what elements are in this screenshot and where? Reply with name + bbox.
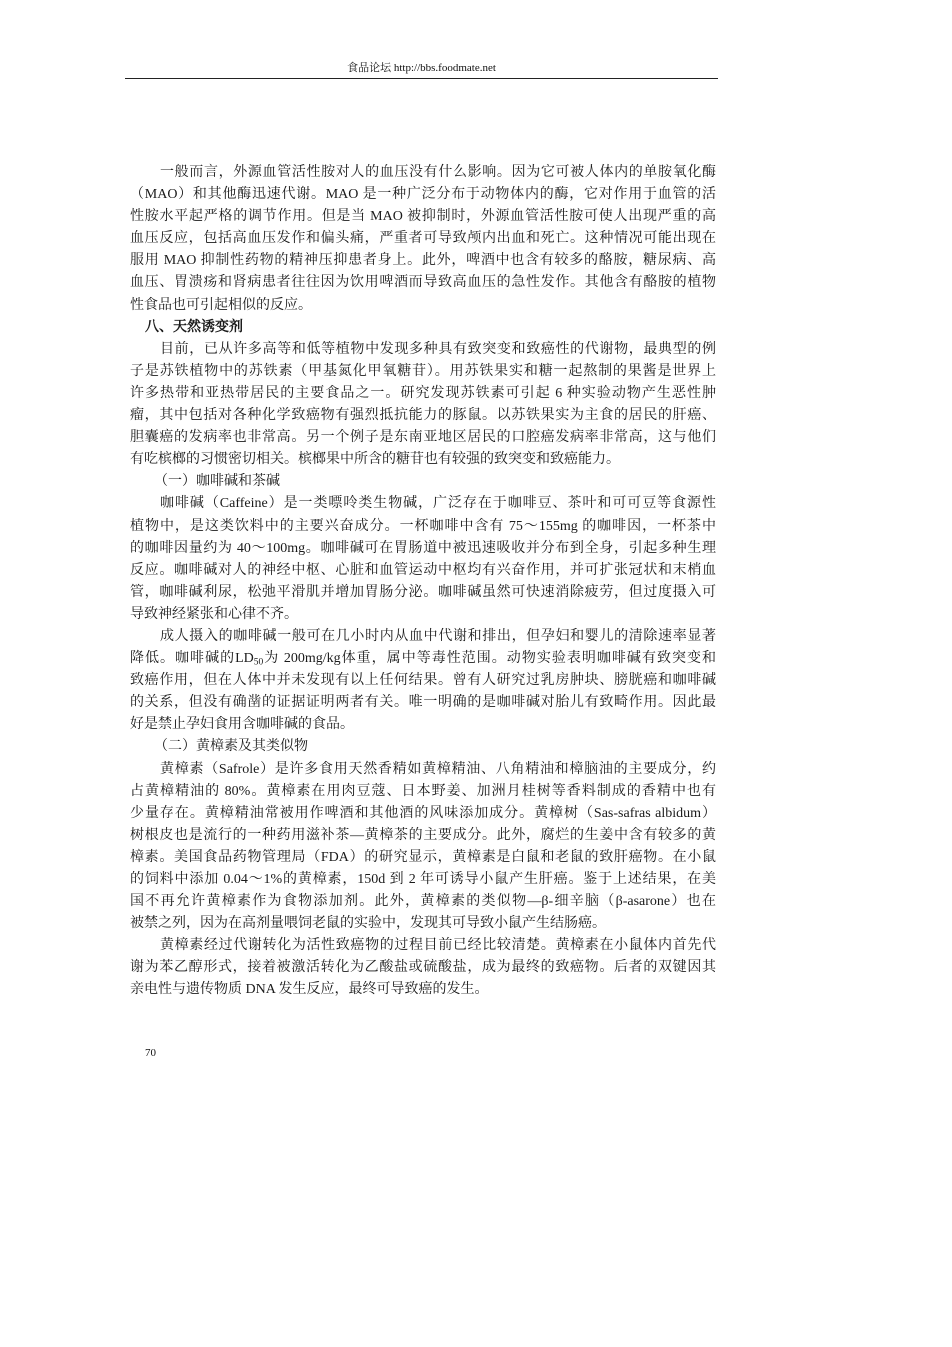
paragraph-6: [130, 935, 716, 1001]
paragraph-line: 成人摄入的咖啡碱一般可在几小时内从血中代谢和排出，但孕妇和婴儿的清除速率显著: [160, 628, 716, 644]
paragraph-line: 的咖啡因量约为 40～100mg。咖啡碱可在胃肠道中被迅速吸收并分布到全身，引起多种生理: [130, 540, 716, 556]
paragraph-line: 黄樟素（Safrole）是许多食用天然香精如黄樟精油、八角精油和樟脑油的主要成分，约: [160, 761, 716, 777]
paragraph-line: 一般而言，外源血管活性胺对人的血压没有什么影响。因为它可被人体内的单胺氧化酶: [160, 165, 716, 180]
section-heading: 八、天然诱变剂: [145, 319, 243, 335]
paragraph-line: 目前，已从许多高等和低等植物中发现多种具有致突变和致癌性的代谢物，最典型的例: [160, 341, 716, 357]
paragraph-line: 性食品也可引起相似的反应。: [130, 297, 312, 313]
paragraph-line: 导致神经紧张和心律不齐。: [130, 606, 298, 622]
text-run: 降低。咖啡碱的LD: [130, 651, 254, 667]
subscript: 50: [253, 657, 264, 668]
paragraph-line: 咖啡碱（Caffeine）是一类嘌呤类生物碱，广泛存在于咖啡豆、茶叶和可可豆等食源性: [160, 496, 716, 512]
paragraph-line: 树根皮也是流行的一种药用滋补茶—黄樟茶的主要成分。此外，腐烂的生姜中含有较多的黄: [130, 827, 716, 843]
header-rule: [125, 78, 718, 79]
paragraph-2: [130, 339, 716, 472]
paragraph-line: 被禁之列，因为在高剂量喂饲老鼠的实验中，发现其可导致小鼠产生结肠癌。: [130, 916, 606, 932]
page-number: 70: [145, 1047, 156, 1059]
text-run: 为 200mg/kg体重，属中等毒性范围。动物实验表明咖啡碱有致突变和: [263, 651, 716, 667]
paragraph-line: 黄樟素经过代谢转化为活性致癌物的过程目前已经比较清楚。黄樟素在小鼠体内首先代: [160, 938, 716, 954]
paragraph-line: 国不再允许黄樟素作为食物添加剂。此外，黄樟素的类似物—β-细辛脑（β-asarone）也在: [130, 894, 716, 910]
paragraph-line: 胆囊癌的发病率也非常高。另一个例子是东南亚地区居民的口腔癌发病率非常高，这与他们: [130, 430, 716, 446]
paragraph-line: 少量存在。黄樟精油常被用作啤酒和其他酒的风味添加成分。黄樟树（Sas-safras albidum）: [130, 805, 716, 821]
subsection-heading: （二）黄樟素及其类似物: [154, 739, 308, 755]
paragraph-line: 占黄樟精油的 80%。黄樟素在用肉豆蔻、日本野姜、加洲月桂树等香料制成的香精中也有: [130, 783, 716, 799]
paragraph-line: 植物中，是这类饮料中的主要兴奋成分。一杯咖啡中含有 75～155mg 的咖啡因，一杯茶中: [130, 518, 716, 534]
paragraph-line: 许多热带和亚热带居民的主要食品之一。研究发现苏铁素可引起 6 种实验动物产生恶性肿: [130, 385, 716, 401]
paragraph-line: 服用 MAO 抑制性药物的精神压抑患者身上。此外，啤酒中也含有较多的酪胺，糖尿病、高: [130, 253, 716, 269]
paragraph-line: 谢为苯乙醇形式，接着被激活转化为乙酸盐或硫酸盐，成为最终的致癌物。后者的双键因其: [130, 960, 716, 976]
paragraph-line: 反应。咖啡碱对人的神经中枢、心脏和血管运动中枢均有兴奋作用，并可扩张冠状和末梢血: [130, 562, 716, 578]
running-header: 食品论坛 http://bbs.foodmate.net: [347, 62, 496, 74]
subsection-heading: （一）咖啡碱和茶碱: [154, 474, 280, 490]
paragraph-5: [130, 759, 716, 936]
paragraph-line: 的饲料中添加 0.04～1%的黄樟素，150d 到 2 年可诱导小鼠产生肝癌。鉴于上述结果，在美: [130, 872, 716, 887]
paragraph-4: [130, 626, 716, 736]
paragraph-line: 子是苏铁植物中的苏铁素（甲基氮化甲氧糖苷）。用苏铁果实和糖一起熬制的果酱是世界上: [130, 363, 716, 379]
paragraph-line: 血压反应，包括高血压发作和偏头痛，严重者可导致颅内出血和死亡。这种情况可能出现在: [130, 231, 716, 247]
paragraph-line: 樟素。美国食品药物管理局（FDA）的研究显示，黄樟素是白鼠和老鼠的致肝癌物。在小鼠: [130, 849, 716, 865]
paragraph-line: 好是禁止孕妇食用含咖啡碱的食品。: [130, 717, 354, 733]
paragraph-line: 亲电性与遗传物质 DNA 发生反应，最终可导致癌的发生。: [130, 982, 489, 998]
paragraph-3: [130, 493, 716, 626]
paragraph-1: [130, 162, 716, 317]
paragraph-line: [130, 648, 716, 670]
body-text: [130, 162, 716, 1002]
paragraph-line: （MAO）和其他酶迅速代谢。MAO 是一种广泛分布于动物体内的酶，它对作用于血管的活: [130, 187, 716, 203]
paragraph-line: 血压、胃溃疡和肾病患者往往因为饮用啤酒而导致高血压的急性发作。其他含有酪胺的植物: [130, 275, 716, 291]
paragraph-line: 瘤，其中包括对各种化学致癌物有强烈抵抗能力的豚鼠。以苏铁果实为主食的居民的肝癌、: [130, 408, 716, 424]
paragraph-line: 致癌作用，但在人体中并未发现有以上任何结果。曾有人研究过乳房肿块、膀胱癌和咖啡碱: [130, 673, 716, 689]
paragraph-line: 性胺水平起严格的调节作用。但是当 MAO 被抑制时，外源血管活性胺可使人出现严重的高: [130, 209, 716, 225]
paragraph-line: 管，咖啡碱利尿，松弛平滑肌并增加胃肠分泌。咖啡碱虽然可快速消除疲劳，但过度摄入可: [130, 584, 716, 600]
paragraph-line: 有吃槟榔的习惯密切相关。槟榔果中所含的糖苷也有较强的致突变和致癌能力。: [130, 452, 620, 468]
paragraph-line: 的关系，但没有确凿的证据证明两者有关。唯一明确的是咖啡碱对胎儿有致畸作用。因此最: [130, 695, 716, 711]
